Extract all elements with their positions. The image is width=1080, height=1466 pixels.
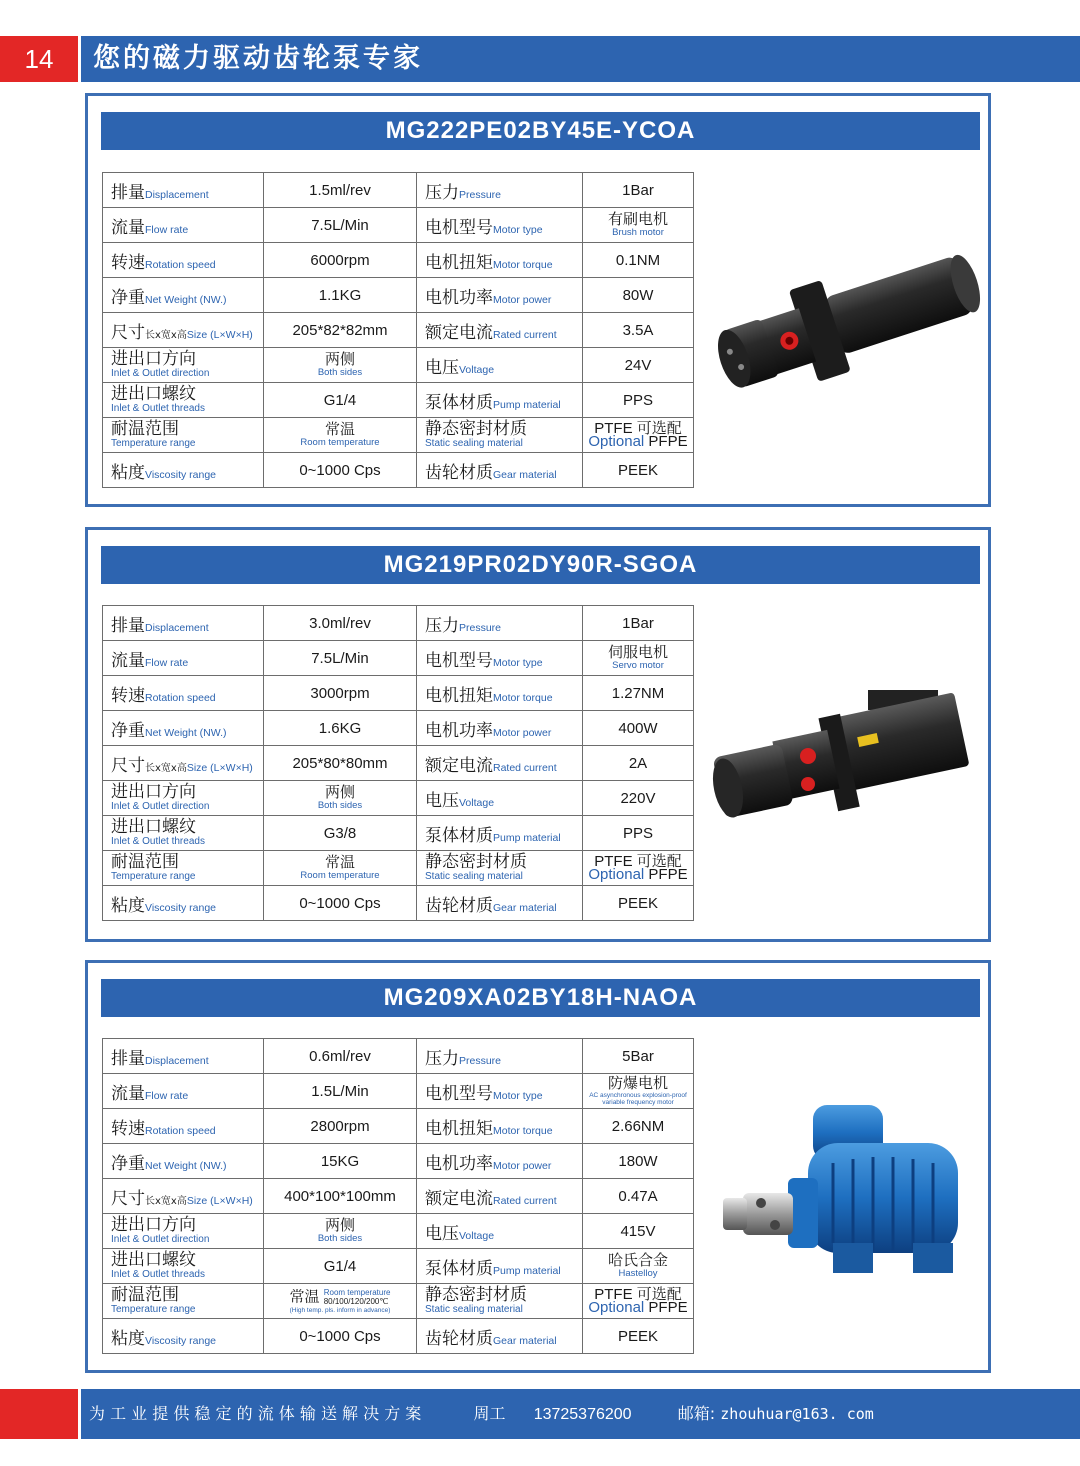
spec-value: PPS xyxy=(583,383,694,418)
spec-row xyxy=(103,348,694,383)
spec-label: 电机扭矩Motor torque xyxy=(417,1109,583,1144)
spec-row xyxy=(103,1249,694,1284)
spec-value: 3.5A xyxy=(583,313,694,348)
spec-label: 净重Net Weight (NW.) xyxy=(103,711,264,746)
spec-value: 0~1000 Cps xyxy=(264,1319,417,1354)
spec-row xyxy=(103,606,694,641)
spec-label: 静态密封材质 Static sealing material xyxy=(417,851,583,886)
contact-email: zhouhuar@163. com xyxy=(720,1405,874,1423)
spec-row xyxy=(103,641,694,676)
product-card-2 xyxy=(85,527,991,942)
spec-row xyxy=(103,243,694,278)
spec-label: 电机功率Motor power xyxy=(417,278,583,313)
spec-row xyxy=(103,781,694,816)
spec-value: 1.5ml/rev xyxy=(264,173,417,208)
spec-value: 400*100*100mm xyxy=(264,1179,417,1214)
spec-value: PEEK xyxy=(583,1319,694,1354)
spec-label: 粘度Viscosity range xyxy=(103,886,264,921)
spec-label: 额定电流Rated current xyxy=(417,1179,583,1214)
spec-table xyxy=(102,605,694,921)
model-title: MG219PR02DY90R-SGOA xyxy=(101,546,980,584)
page-header xyxy=(0,36,1080,82)
spec-value: 80W xyxy=(583,278,694,313)
spec-value: 0.47A xyxy=(583,1179,694,1214)
spec-value: 0.1NM xyxy=(583,243,694,278)
spec-value-seal: PTFE 可选配 Optional PFPE xyxy=(583,418,694,453)
spec-label: 进出口螺纹 Inlet & Outlet threads xyxy=(103,383,264,418)
model-title: MG222PE02BY45E-YCOA xyxy=(101,112,980,150)
spec-value-seal: PTFE 可选配 Optional PFPE xyxy=(583,1284,694,1319)
spec-value: 1.27NM xyxy=(583,676,694,711)
spec-row xyxy=(103,453,694,488)
spec-value: PEEK xyxy=(583,886,694,921)
spec-value: 205*82*82mm xyxy=(264,313,417,348)
spec-label: 排量Displacement xyxy=(103,1039,264,1074)
spec-value: 5Bar xyxy=(583,1039,694,1074)
spec-value: 15KG xyxy=(264,1144,417,1179)
spec-label: 转速Rotation speed xyxy=(103,1109,264,1144)
spec-label: 排量Displacement xyxy=(103,606,264,641)
contact-name: 周工 xyxy=(473,1404,506,1423)
spec-label: 耐温范围 Temperature range xyxy=(103,851,264,886)
spec-row xyxy=(103,1144,694,1179)
spec-label: 进出口方向 Inlet & Outlet direction xyxy=(103,1214,264,1249)
spec-value: 两侧 Both sides xyxy=(264,781,417,816)
spec-row xyxy=(103,173,694,208)
spec-value: 3.0ml/rev xyxy=(264,606,417,641)
spec-label: 流量Flow rate xyxy=(103,1074,264,1109)
spec-value: PEEK xyxy=(583,453,694,488)
spec-label: 齿轮材质Gear material xyxy=(417,886,583,921)
spec-row xyxy=(103,1319,694,1354)
spec-value: G3/8 xyxy=(264,816,417,851)
spec-row xyxy=(103,1284,694,1319)
spec-value: 400W xyxy=(583,711,694,746)
spec-row xyxy=(103,278,694,313)
spec-label: 净重Net Weight (NW.) xyxy=(103,1144,264,1179)
spec-value: 6000rpm xyxy=(264,243,417,278)
spec-row xyxy=(103,851,694,886)
spec-value: 1.5L/Min xyxy=(264,1074,417,1109)
spec-value: 0~1000 Cps xyxy=(264,886,417,921)
spec-label: 净重Net Weight (NW.) xyxy=(103,278,264,313)
spec-table xyxy=(102,1038,694,1354)
spec-value: 7.5L/Min xyxy=(264,641,417,676)
spec-label: 静态密封材质 Static sealing material xyxy=(417,418,583,453)
spec-label: 转速Rotation speed xyxy=(103,676,264,711)
spec-value: 哈氏合金 Hastelloy xyxy=(583,1249,694,1284)
spec-value: 两侧 Both sides xyxy=(264,348,417,383)
spec-table xyxy=(102,172,694,488)
spec-label: 静态密封材质 Static sealing material xyxy=(417,1284,583,1319)
page-number: 14 xyxy=(0,36,78,82)
spec-label: 电机型号Motor type xyxy=(417,641,583,676)
spec-label: 进出口螺纹 Inlet & Outlet threads xyxy=(103,1249,264,1284)
spec-value: 415V xyxy=(583,1214,694,1249)
spec-row xyxy=(103,676,694,711)
model-title: MG209XA02BY18H-NAOA xyxy=(101,979,980,1017)
spec-value: 伺服电机 Servo motor xyxy=(583,641,694,676)
spec-label: 齿轮材质Gear material xyxy=(417,453,583,488)
spec-label: 泵体材质Pump material xyxy=(417,1249,583,1284)
spec-row xyxy=(103,418,694,453)
spec-label: 流量Flow rate xyxy=(103,208,264,243)
spec-row xyxy=(103,1214,694,1249)
spec-label: 电压Voltage xyxy=(417,781,583,816)
pump-image-explosion-proof-motor xyxy=(713,1093,983,1288)
spec-value: 205*80*80mm xyxy=(264,746,417,781)
spec-value: 常温 Room temperature xyxy=(264,851,417,886)
footer-accent xyxy=(0,1389,78,1439)
spec-value: 2A xyxy=(583,746,694,781)
spec-label: 尺寸长x宽x高Size (L×W×H) xyxy=(103,313,264,348)
spec-value: 防爆电机 AC asynchronous explosion-proof variable frequency motor xyxy=(583,1074,694,1109)
spec-value: G1/4 xyxy=(264,383,417,418)
spec-label: 齿轮材质Gear material xyxy=(417,1319,583,1354)
spec-value: 两侧 Both sides xyxy=(264,1214,417,1249)
spec-value: 24V xyxy=(583,348,694,383)
spec-label: 粘度Viscosity range xyxy=(103,453,264,488)
spec-value: 1Bar xyxy=(583,173,694,208)
spec-label: 电机型号Motor type xyxy=(417,1074,583,1109)
spec-label: 电机扭矩Motor torque xyxy=(417,243,583,278)
spec-value-seal: PTFE 可选配 Optional PFPE xyxy=(583,851,694,886)
spec-label: 转速Rotation speed xyxy=(103,243,264,278)
spec-label: 尺寸长x宽x高Size (L×W×H) xyxy=(103,746,264,781)
spec-label: 压力Pressure xyxy=(417,606,583,641)
spec-label: 泵体材质Pump material xyxy=(417,383,583,418)
spec-value: 2800rpm xyxy=(264,1109,417,1144)
spec-label: 进出口方向 Inlet & Outlet direction xyxy=(103,348,264,383)
spec-label: 电压Voltage xyxy=(417,1214,583,1249)
page-footer xyxy=(0,1389,1080,1439)
spec-label: 压力Pressure xyxy=(417,173,583,208)
spec-label: 流量Flow rate xyxy=(103,641,264,676)
footer-bar xyxy=(81,1389,1080,1439)
product-card-3 xyxy=(85,960,991,1373)
spec-row xyxy=(103,816,694,851)
spec-label: 压力Pressure xyxy=(417,1039,583,1074)
spec-row xyxy=(103,313,694,348)
spec-value: 180W xyxy=(583,1144,694,1179)
spec-label: 粘度Viscosity range xyxy=(103,1319,264,1354)
spec-value: 1.1KG xyxy=(264,278,417,313)
spec-row xyxy=(103,886,694,921)
spec-label: 额定电流Rated current xyxy=(417,746,583,781)
spec-row xyxy=(103,383,694,418)
spec-label: 电机功率Motor power xyxy=(417,711,583,746)
spec-value: 常温 Room temperature xyxy=(264,418,417,453)
spec-row xyxy=(103,1179,694,1214)
spec-label: 尺寸长x宽x高Size (L×W×H) xyxy=(103,1179,264,1214)
spec-row xyxy=(103,1039,694,1074)
spec-label: 耐温范围 Temperature range xyxy=(103,1284,264,1319)
spec-value: 2.66NM xyxy=(583,1109,694,1144)
spec-label: 进出口螺纹 Inlet & Outlet threads xyxy=(103,816,264,851)
spec-row xyxy=(103,711,694,746)
spec-label: 额定电流Rated current xyxy=(417,313,583,348)
spec-label: 电机功率Motor power xyxy=(417,1144,583,1179)
spec-value: 3000rpm xyxy=(264,676,417,711)
product-card-1 xyxy=(85,93,991,507)
spec-value: G1/4 xyxy=(264,1249,417,1284)
spec-value: 1Bar xyxy=(583,606,694,641)
spec-value: 有刷电机 Brush motor xyxy=(583,208,694,243)
spec-value: PPS xyxy=(583,816,694,851)
spec-row xyxy=(103,1109,694,1144)
spec-value: 7.5L/Min xyxy=(264,208,417,243)
spec-label: 电机扭矩Motor torque xyxy=(417,676,583,711)
spec-label: 排量Displacement xyxy=(103,173,264,208)
footer-slogan: 为 工 业 提 供 稳 定 的 流 体 输 送 解 决 方 案 xyxy=(89,1404,422,1423)
spec-label: 电机型号Motor type xyxy=(417,208,583,243)
page-title: 您的磁力驱动齿轮泵专家 xyxy=(81,36,1080,82)
spec-label: 电压Voltage xyxy=(417,348,583,383)
pump-image-brush-motor xyxy=(708,252,988,402)
pump-image-servo-motor xyxy=(708,680,978,840)
spec-value: 常温 Room temperature 80/100/120/200℃ (High temp. pls. inform in advance) xyxy=(264,1284,417,1319)
spec-row xyxy=(103,1074,694,1109)
email-label: 邮箱: xyxy=(677,1404,716,1423)
contact-phone: 13725376200 xyxy=(533,1406,632,1423)
spec-label: 进出口方向 Inlet & Outlet direction xyxy=(103,781,264,816)
spec-value: 0.6ml/rev xyxy=(264,1039,417,1074)
spec-value: 220V xyxy=(583,781,694,816)
spec-label: 耐温范围 Temperature range xyxy=(103,418,264,453)
spec-label: 泵体材质Pump material xyxy=(417,816,583,851)
spec-row xyxy=(103,746,694,781)
spec-value: 1.6KG xyxy=(264,711,417,746)
spec-row xyxy=(103,208,694,243)
spec-value: 0~1000 Cps xyxy=(264,453,417,488)
